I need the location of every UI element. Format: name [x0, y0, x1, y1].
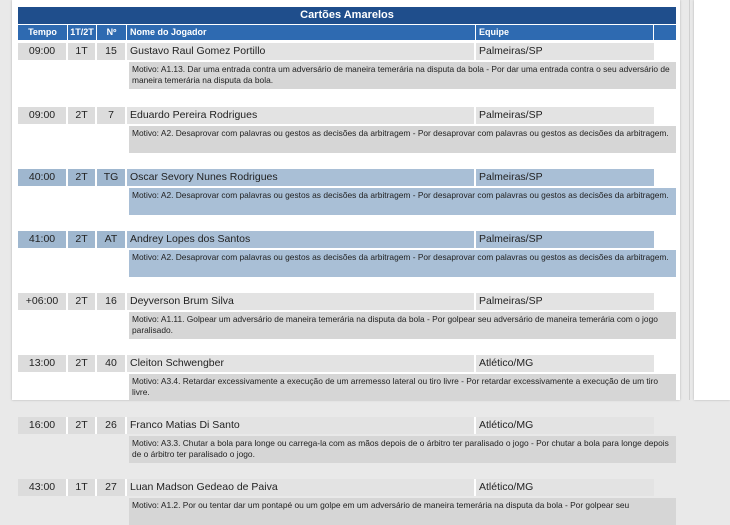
cell-motivo: Motivo: A2. Desaprovar com palavras ou gestos as decisões da arbitragem - Por desaprovar com palavras ou gestos as decisões da arbitragem.	[129, 126, 676, 153]
header-tempo: Tempo	[18, 25, 68, 40]
cell-numero: 7	[97, 107, 127, 124]
table-row-selected	[18, 231, 676, 277]
cell-nome: Deyverson Brum Silva	[127, 293, 476, 310]
cell-periodo: 2T	[68, 231, 97, 248]
cell-numero: AT	[97, 231, 127, 248]
cell-periodo: 2T	[68, 417, 97, 434]
cell-motivo: Motivo: A1.11. Golpear um adversário de maneira temerária na disputa da bola - Por golpear seu adversário de maneira temerária com o jogo paralisado.	[129, 312, 676, 339]
cell-motivo: Motivo: A2. Desaprovar com palavras ou gestos as decisões da arbitragem - Por desaprovar com palavras ou gestos as decisões da arbitragem.	[129, 250, 676, 277]
cell-numero: 26	[97, 417, 127, 434]
cell-equipe: Palmeiras/SP	[476, 293, 654, 310]
table-row-selected	[18, 169, 676, 215]
table-row	[18, 417, 676, 463]
cell-motivo: Motivo: A2. Desaprovar com palavras ou gestos as decisões da arbitragem - Por desaprovar com palavras ou gestos as decisões da arbitragem.	[129, 188, 676, 215]
table-row	[18, 107, 676, 153]
adjacent-page	[694, 0, 730, 400]
cell-tempo: 13:00	[18, 355, 68, 372]
page-divider	[689, 0, 690, 400]
table-title: Cartões Amarelos	[18, 7, 676, 24]
cell-numero: 27	[97, 479, 127, 496]
cell-tempo: 41:00	[18, 231, 68, 248]
cell-equipe: Atlético/MG	[476, 355, 654, 372]
cell-numero: 16	[97, 293, 127, 310]
cell-equipe: Palmeiras/SP	[476, 231, 654, 248]
cell-periodo: 2T	[68, 355, 97, 372]
cell-tempo: 43:00	[18, 479, 68, 496]
cell-periodo: 2T	[68, 293, 97, 310]
table-row	[18, 293, 676, 339]
header-periodo: 1T/2T	[68, 25, 97, 40]
cell-tempo: 09:00	[18, 43, 68, 60]
cell-nome: Luan Madson Gedeao de Paiva	[127, 479, 476, 496]
cell-tempo: 16:00	[18, 417, 68, 434]
table-row	[18, 479, 676, 525]
cell-equipe: Palmeiras/SP	[476, 169, 654, 186]
cell-tempo: 40:00	[18, 169, 68, 186]
cell-motivo: Motivo: A1.13. Dar uma entrada contra um adversário de maneira temerária na disputa da bola - Por dar uma entrada contra o seu adversário de maneira temerária na disputa da bola.	[129, 62, 676, 89]
cell-tempo: 09:00	[18, 107, 68, 124]
cell-nome: Eduardo Pereira Rodrigues	[127, 107, 476, 124]
table-row	[18, 43, 676, 89]
cell-numero: 15	[97, 43, 127, 60]
cell-equipe: Atlético/MG	[476, 479, 654, 496]
cell-nome: Gustavo Raul Gomez Portillo	[127, 43, 476, 60]
cell-equipe: Atlético/MG	[476, 417, 654, 434]
cell-periodo: 2T	[68, 107, 97, 124]
yellow-cards-table	[18, 7, 676, 525]
cell-nome: Oscar Sevory Nunes Rodrigues	[127, 169, 476, 186]
cell-numero: TG	[97, 169, 127, 186]
cell-periodo: 1T	[68, 43, 97, 60]
cell-periodo: 1T	[68, 479, 97, 496]
cell-motivo: Motivo: A1.2. Por ou tentar dar um pontapé ou um golpe em um adversário de maneira temerária na disputa da bola - Por golpear seu	[129, 498, 676, 525]
cell-equipe: Palmeiras/SP	[476, 43, 654, 60]
cell-equipe: Palmeiras/SP	[476, 107, 654, 124]
cell-numero: 40	[97, 355, 127, 372]
cell-nome: Franco Matias Di Santo	[127, 417, 476, 434]
table-header	[18, 25, 676, 40]
header-nome: Nome do Jogador	[127, 25, 476, 40]
header-numero: Nº	[97, 25, 127, 40]
cell-motivo: Motivo: A3.3. Chutar a bola para longe ou carrega-la com as mãos depois de o árbitro ter paralisado o jogo - Por chutar a bola para longe depois de o árbitro ter paralisado o jogo.	[129, 436, 676, 463]
cell-nome: Cleiton Schwengber	[127, 355, 476, 372]
header-equipe: Equipe	[476, 25, 654, 40]
cell-periodo: 2T	[68, 169, 97, 186]
cell-tempo: +06:00	[18, 293, 68, 310]
cell-motivo: Motivo: A3.4. Retardar excessivamente a execução de um arremesso lateral ou tiro livre - Por retardar excessivamente a execução de um tiro livre.	[129, 374, 676, 401]
cell-nome: Andrey Lopes dos Santos	[127, 231, 476, 248]
table-row	[18, 355, 676, 401]
